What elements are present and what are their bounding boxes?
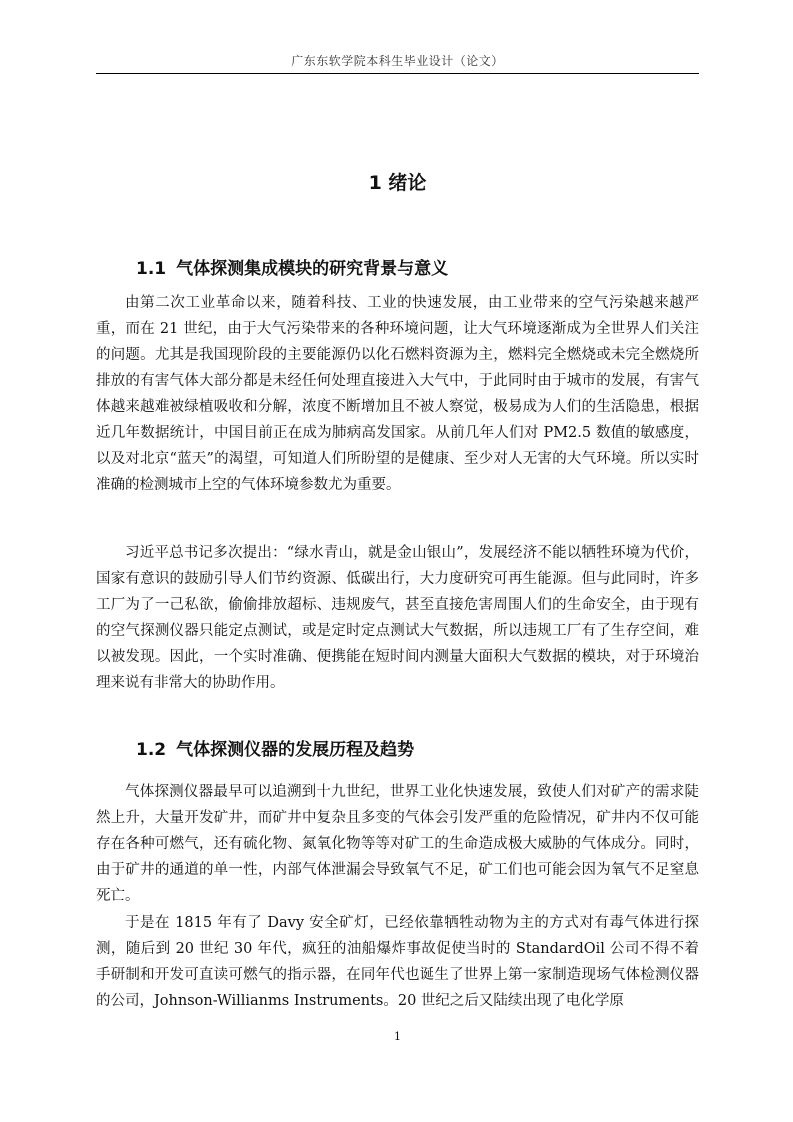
page-number: 1 (394, 1030, 401, 1043)
section-number: 1.2 (136, 740, 167, 760)
section-title-text: 气体探测仪器的发展历程及趋势 (176, 740, 415, 760)
header-divider (96, 73, 699, 74)
paragraph: 气体探测仪器最早可以追溯到十九世纪，世界工业化快速发展，致使人们对矿产的需求陡然上升，大量开发矿井，而矿井中复杂且多变的气体会引发严重的危险情况，矿井内不仅可能存在各种可燃气，还有硫化物、氮氧化物等等对矿工的生命造成极大威胁的气体成分。同时，由于矿井的通道的单一性，内部气体泄漏会导致氧气不足，矿工们也可能会因为氧气不足窒息死亡。 (96, 784, 699, 904)
section-title-text: 气体探测集成模块的研究背景与意义 (176, 259, 449, 279)
paragraph: 习近平总书记多次提出：“绿水青山，就是金山银山”，发展经济不能以牺牲环境为代价，国家有意识的鼓励引导人们节约资源、低碳出行，大力度研究可再生能源。但与此同时，许多工厂为了一己私欲，偷偷排放超标、违规废气，甚至直接危害周围人们的生命安全，由于现有的空气探测仪器只能定点测试，或是定时定点测试大气数据，所以违规工厂有了生存空间，难以被发现。因此，一个实时准确、便携能在短时间内测量大面积大气数据的模块，对于环境治理来说有非常大的协助作用。 (96, 545, 699, 691)
page-header: 广东东软学院本科生毕业设计（论文） (291, 54, 504, 68)
section-heading-1-2 (136, 735, 414, 760)
chapter-title: 1 绪论 (368, 172, 427, 194)
paragraph: 由第二次工业革命以来，随着科技、工业的快速发展，由工业带来的空气污染越来越严重，而在 21 世纪，由于大气污染带来的各种环境问题，让大气环境逐渐成为全世界人们关注的问题。尤其是我国现阶段的主要能源仍以化石燃料资源为主，燃料完全燃烧或未完全燃烧所排放的有害气体大部分都是未经任何处理直接进入大气中，于此同时由于城市的发展，有害气体越来越难被绿植吸收和分解，浓度不断增加且不被人察觉，极易成为人们的生活隐患，根据近几年数据统计，中国目前正在成为肺病高发国家。从前几年人们对 PM2.5 数值的敏感度，以及对北京“蓝天”的渴望，可知道人们所盼望的是健康、至少对人无害的大气环境。所以实时准确的检测城市上空的气体环境参数尤为重要。 (96, 295, 699, 493)
paragraph: 于是在 1815 年有了 Davy 安全矿灯，已经依靠牺牲动物为主的方式对有毒气体进行探测，随后到 20 世纪 30 年代，疯狂的油船爆炸事故促使当时的 StandardOil 公司不得不着手研制和开发可直读可燃气的指示器，在同年代也诞生了世界上第一家制造现场气体检测仪器的公司，Johnson-Willianms Instruments。20 世纪之后又陆续出现了电化学原 (96, 915, 699, 1009)
section-heading-1-1 (136, 254, 448, 279)
section-number: 1.1 (136, 259, 167, 279)
